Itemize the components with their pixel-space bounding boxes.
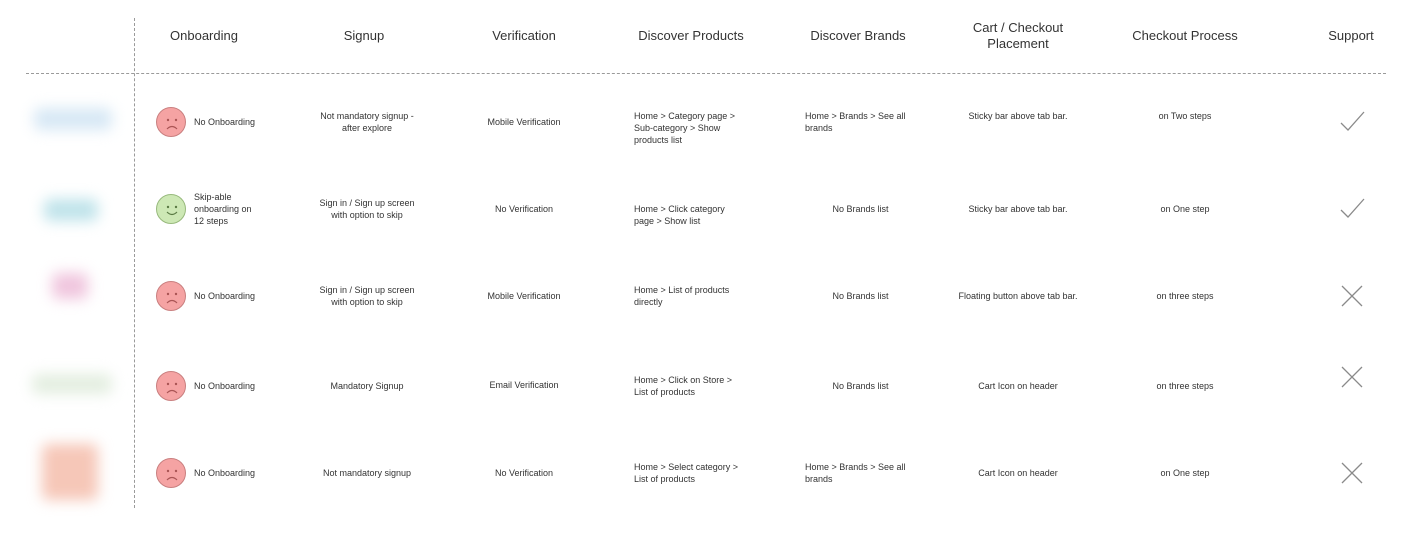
onboarding-cell: No Onboarding	[194, 468, 256, 478]
products-line: List of products	[634, 474, 696, 484]
checkout-cell: on three steps	[1156, 381, 1214, 391]
signup-cell	[302, 110, 432, 134]
header-discover-products: Discover Products	[638, 28, 744, 43]
verification-cell: No Verification	[494, 468, 554, 478]
cart-cell: Cart Icon on header	[978, 381, 1058, 391]
signup-cell: Not mandatory signup	[322, 468, 412, 478]
products-cell	[634, 461, 764, 485]
signup-line: Sign in / Sign up screen	[319, 198, 415, 208]
signup-line: Not mandatory signup -	[320, 111, 414, 121]
header-discover-brands: Discover Brands	[810, 28, 906, 43]
sad-face-icon	[156, 371, 186, 401]
signup-line: Sign in / Sign up screen	[319, 285, 415, 295]
sad-face-icon	[156, 107, 186, 137]
header-verification: Verification	[492, 28, 556, 43]
onboarding-line: 12 steps	[194, 216, 229, 226]
brands-line: brands	[805, 123, 833, 133]
signup-cell: Mandatory Signup	[330, 381, 404, 391]
signup-line: after explore	[341, 123, 393, 133]
app-logo	[44, 199, 98, 221]
cart-cell: Cart Icon on header	[978, 468, 1058, 478]
brands-cell: No Brands list	[832, 381, 889, 391]
brands-line: Home > Brands > See all	[805, 111, 906, 121]
products-line: directly	[634, 297, 663, 307]
brands-line: Home > Brands > See all	[805, 462, 906, 472]
products-line: Home > Select category >	[634, 462, 739, 472]
signup-line: with option to skip	[331, 297, 403, 307]
checkout-cell: on three steps	[1156, 291, 1214, 301]
products-line: products list	[634, 135, 683, 145]
signup-line: with option to skip	[331, 210, 403, 220]
cart-cell: Floating button above tab bar.	[958, 291, 1078, 301]
products-line: Home > Category page >	[634, 111, 736, 121]
brands-cell	[805, 461, 925, 485]
cart-cell: Sticky bar above tab bar.	[968, 111, 1068, 121]
onboarding-cell	[194, 191, 274, 227]
header-onboarding: Onboarding	[170, 28, 238, 43]
products-line: Home > Click category	[634, 204, 725, 214]
checkout-cell: on One step	[1160, 204, 1210, 214]
products-cell	[634, 374, 764, 398]
brands-cell	[805, 110, 925, 134]
products-cell	[634, 110, 764, 146]
checkout-cell: on Two steps	[1158, 111, 1212, 121]
header-checkout-process: Checkout Process	[1132, 28, 1238, 43]
brands-line: brands	[805, 474, 833, 484]
checkout-cell: on One step	[1160, 468, 1210, 478]
cross-icon	[1337, 281, 1367, 311]
products-line: List of products	[634, 387, 696, 397]
app-logo	[42, 444, 98, 500]
sad-face-icon	[156, 281, 186, 311]
onboarding-line: Skip-able	[194, 192, 232, 202]
column-divider	[134, 18, 135, 508]
onboarding-cell: No Onboarding	[194, 291, 256, 301]
brands-cell: No Brands list	[832, 204, 889, 214]
onboarding-line: onboarding on	[194, 204, 252, 214]
products-line: Home > Click on Store >	[634, 375, 733, 385]
verification-cell: No Verification	[494, 204, 554, 214]
header-support: Support	[1328, 28, 1374, 43]
cross-icon	[1337, 458, 1367, 488]
brands-cell: No Brands list	[832, 291, 889, 301]
app-logo	[52, 273, 88, 299]
app-logo	[34, 108, 112, 130]
products-cell	[634, 203, 764, 227]
check-icon	[1337, 107, 1367, 137]
header-cart-placement	[948, 0, 1088, 72]
happy-face-icon	[156, 194, 186, 224]
products-line: Home > List of products	[634, 285, 730, 295]
onboarding-cell: No Onboarding	[194, 381, 256, 391]
verification-cell: Email Verification	[489, 380, 559, 390]
products-line: Sub-category > Show	[634, 123, 721, 133]
cart-cell: Sticky bar above tab bar.	[968, 204, 1068, 214]
verification-cell: Mobile Verification	[487, 291, 561, 301]
header-cart-line2: Placement	[987, 36, 1049, 51]
header-signup: Signup	[343, 28, 385, 43]
check-icon	[1337, 194, 1367, 224]
onboarding-cell: No Onboarding	[194, 117, 256, 127]
app-logo	[32, 374, 112, 394]
products-cell	[634, 284, 764, 308]
signup-cell	[302, 197, 432, 221]
header-cart-line1: Cart / Checkout	[972, 20, 1064, 35]
header-divider	[26, 73, 1386, 74]
verification-cell: Mobile Verification	[487, 117, 561, 127]
signup-cell	[302, 284, 432, 308]
sad-face-icon	[156, 458, 186, 488]
cross-icon	[1337, 362, 1367, 392]
products-line: page > Show list	[634, 216, 701, 226]
